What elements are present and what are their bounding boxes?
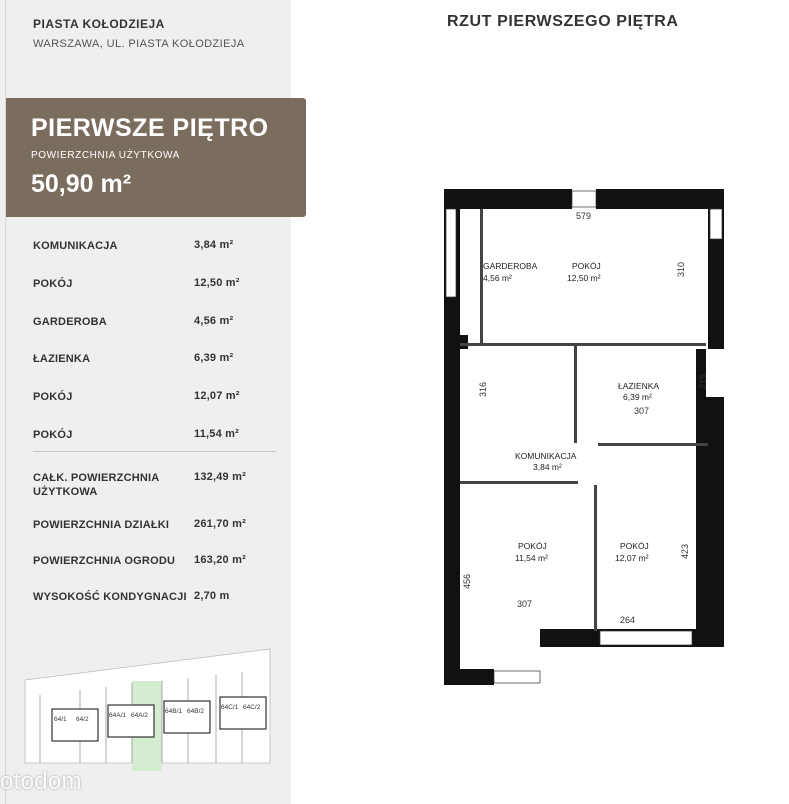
room-area-label: 11,54 m² <box>515 553 548 563</box>
dimension-label: 215 <box>698 373 708 389</box>
wall-interior <box>574 343 577 443</box>
lot-label: 64A/2 <box>131 712 148 719</box>
project-name: PIASTA KOŁODZIEJA <box>33 17 165 31</box>
room-area: 11,54 m² <box>194 428 240 440</box>
summary-name: CAŁK. POWIERZCHNIA UŻYTKOWA <box>33 472 160 498</box>
dimension-label: 423 <box>680 543 690 559</box>
floor-area: 50,90 m² <box>31 170 132 198</box>
building-outline <box>108 705 154 737</box>
summary-value: 261,70 m² <box>194 518 246 530</box>
room-label: POKÓJ <box>572 261 601 271</box>
lot-label: 64B/1 <box>165 708 182 715</box>
room-name: GARDEROBA <box>33 316 107 328</box>
room-area-label: 12,50 m² <box>567 273 601 283</box>
room-area: 3,84 m² <box>194 239 234 251</box>
summary-value: 2,70 m <box>194 590 230 602</box>
building-outline <box>164 701 210 733</box>
dimension-label: 316 <box>478 381 488 397</box>
room-label: POKÓJ <box>518 541 547 551</box>
dimension-label: 307 <box>634 406 650 416</box>
room-area: 6,39 m² <box>194 352 234 364</box>
floor-plan <box>440 185 740 705</box>
summary-name: POWIERZCHNIA OGRODU <box>33 555 176 567</box>
floor-subtitle: POWIERZCHNIA UŻYTKOWA <box>31 150 180 161</box>
lot-label: 64A/1 <box>109 712 126 719</box>
summary-value: 132,49 m² <box>194 471 246 483</box>
floor-title: PIERWSZE PIĘTRO <box>31 114 269 142</box>
window-left <box>446 209 456 297</box>
wall-right-lower <box>696 397 724 647</box>
room-area: 4,56 m² <box>194 315 234 327</box>
lot-label: 64C/2 <box>243 704 261 711</box>
dimension-label: 264 <box>620 615 636 625</box>
floor-panel <box>6 98 306 217</box>
watermark: otodom <box>0 768 82 795</box>
wall-interior <box>460 481 578 484</box>
room-label: GARDEROBA <box>483 261 538 271</box>
room-label: POKÓJ <box>620 541 649 551</box>
wall-interior <box>598 443 708 446</box>
dimension-label: 310 <box>676 261 686 277</box>
building-outline <box>52 709 98 741</box>
summary-name: WYSOKOŚĆ KONDYGNACJI <box>33 591 187 603</box>
window <box>572 191 596 207</box>
wall-interior <box>572 343 706 346</box>
wall-top-right <box>596 189 696 209</box>
room-label: ŁAZIENKA <box>618 381 660 391</box>
room-area-label: 3,84 m² <box>533 462 562 472</box>
room-name: POKÓJ <box>33 278 73 290</box>
room-area: 12,50 m² <box>194 277 240 289</box>
lot-label: 64B/2 <box>187 708 204 715</box>
room-name: ŁAZIENKA <box>33 353 91 365</box>
dimension-label: 579 <box>576 211 592 221</box>
wall-stub <box>460 335 468 349</box>
room-name: POKÓJ <box>33 391 73 403</box>
wall-bottom-left <box>444 669 494 685</box>
window-bottom <box>494 671 540 683</box>
room-area-label: 6,39 m² <box>623 392 652 402</box>
wall-interior <box>594 485 597 631</box>
room-label: KOMUNIKACJA <box>515 451 577 461</box>
summary-name: POWIERZCHNIA DZIAŁKI <box>33 519 170 531</box>
room-name: POKÓJ <box>33 429 73 441</box>
lot-label: 64/2 <box>76 716 89 723</box>
summary-value: 163,20 m² <box>194 554 246 566</box>
lot-label: 64/1 <box>54 716 67 723</box>
building-outline <box>220 697 266 729</box>
room-area-label: 4,56 m² <box>483 273 512 283</box>
divider <box>33 451 276 452</box>
wall-top-left <box>460 189 572 209</box>
dimension-label: 456 <box>462 573 472 589</box>
room-name: KOMUNIKACJA <box>33 240 118 252</box>
dimension-label: 307 <box>517 599 533 609</box>
wall-interior <box>460 343 578 346</box>
room-area-label: 12,07 m² <box>615 553 649 563</box>
room-area: 12,07 m² <box>194 390 240 402</box>
plan-title: RZUT PIERWSZEGO PIĘTRA <box>447 13 679 30</box>
window-bottom-right <box>600 631 692 645</box>
window-right <box>710 209 722 239</box>
lot-label: 64C/1 <box>221 704 239 711</box>
site-plan <box>20 645 276 773</box>
project-address: WARSZAWA, UL. PIASTA KOŁODZIEJA <box>33 38 245 50</box>
